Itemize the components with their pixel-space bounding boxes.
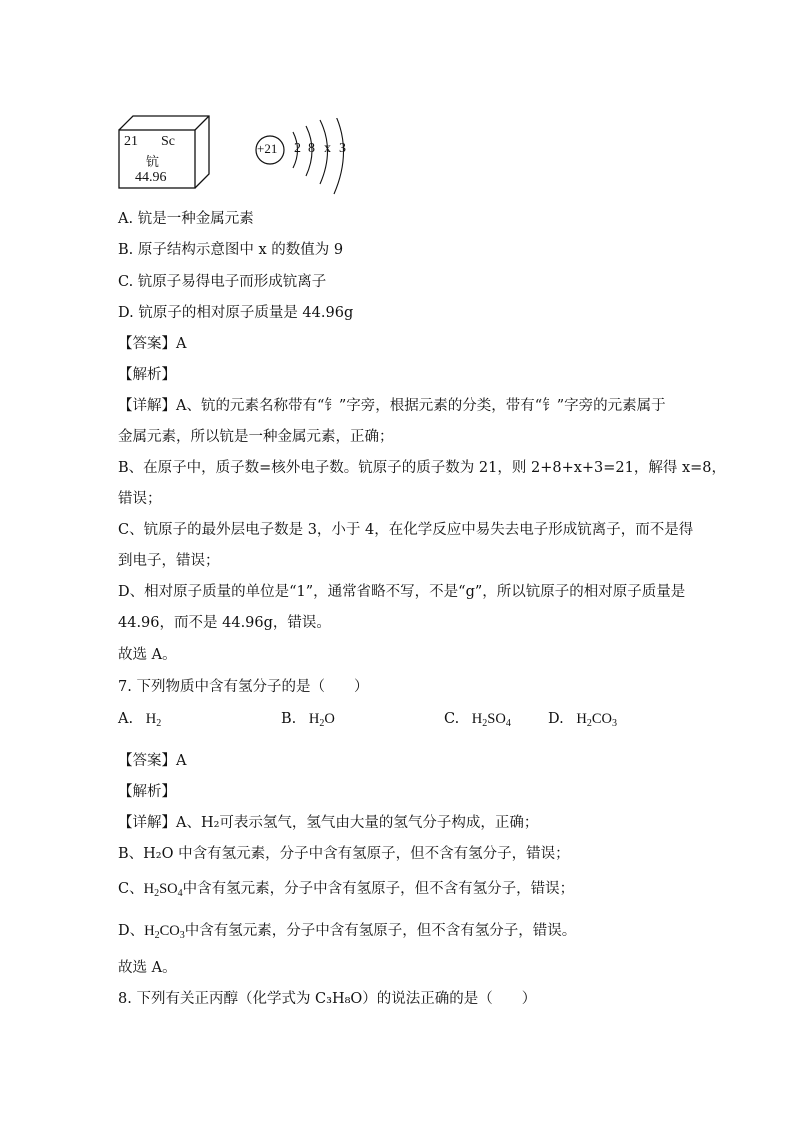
nucleus-charge: +21 (257, 141, 278, 156)
element-card (115, 114, 211, 192)
detail-line: 44.96，而不是 44.96g，错误。 (118, 615, 331, 631)
option-d: D. 钪原子的相对原子质量是 44.96g (118, 305, 354, 321)
detail-line: B、H₂O 中含有氢元素，分子中含有氢原子，但不含有氢分子，错误； (118, 846, 570, 862)
formula-h2co3: $H_2CO_3$ (576, 711, 617, 729)
detail-line: 【详解】A、H₂可表示氢气，氢气由大量的氢气分子构成，正确； (118, 815, 539, 831)
question-stem: 7. 下列物质中含有氢分子的是（ ） (118, 679, 369, 695)
question-stem: 8. 下列有关正丙醇（化学式为 C₃H₈O）的说法正确的是（ ） (118, 991, 537, 1007)
shell-3-count: x (324, 141, 331, 156)
option-a-label: A. (118, 711, 134, 727)
detail-line: 错误； (118, 491, 162, 507)
element-symbol: Sc (161, 134, 175, 149)
conclusion: 故选 A。 (118, 960, 177, 976)
formula-h2so4: $H_2SO_4$ (143, 881, 183, 899)
option-d-label: D. (548, 711, 564, 727)
option-a: A. 钪是一种金属元素 (118, 211, 254, 227)
formula-h2: $H_2$ (145, 711, 162, 729)
detail-text: 中含有氢元素，分子中含有氢原子，但不含有氢分子，错误。 (184, 923, 577, 939)
detail-line: D、相对原子质量的单位是“1”，通常省略不写，不是“g”，所以钪原子的相对原子质量是 (118, 584, 686, 600)
analysis-label: 【解析】 (118, 367, 176, 383)
element-name: 钪 (146, 155, 160, 170)
detail-line: C、钪原子的最外层电子数是 3，小于 4，在化学反应中易失去电子形成钪离子，而不是得 (118, 522, 694, 538)
formula-h2co3: $H_2CO_3$ (144, 923, 185, 941)
option-c-label: C. (444, 711, 460, 727)
formula-h2so4: $H_2SO_4$ (471, 711, 511, 729)
shell-2-count: 8 (308, 141, 315, 156)
option-d (548, 711, 617, 729)
detail-line (118, 877, 574, 899)
option-b (281, 711, 335, 729)
analysis-label: 【解析】 (118, 784, 176, 800)
option-b-label: B. (281, 711, 297, 727)
option-b: B. 原子结构示意图中 x 的数值为 9 (118, 242, 344, 258)
detail-line (118, 919, 576, 941)
atom-structure-diagram (250, 118, 360, 198)
atomic-mass: 44.96 (135, 170, 167, 185)
detail-line: 到电子，错误； (118, 553, 220, 569)
option-a (118, 711, 161, 729)
option-c (444, 711, 511, 729)
detail-text: 中含有氢元素，分子中含有氢原子，但不含有氢分子，错误； (182, 881, 575, 897)
detail-line: 【详解】A、钪的元素名称带有“钅”字旁，根据元素的分类，带有“钅”字旁的元素属于 (118, 398, 666, 414)
shell-4-count: 3 (339, 141, 346, 156)
atomic-number: 21 (124, 134, 138, 149)
answer-label: 【答案】A (118, 336, 187, 352)
detail-prefix: D、 (118, 923, 145, 939)
answer-label: 【答案】A (118, 753, 187, 769)
shell-1-count: 2 (294, 141, 301, 156)
option-c: C. 钪原子易得电子而形成钪离子 (118, 274, 327, 290)
detail-line: 金属元素，所以钪是一种金属元素，正确； (118, 429, 394, 445)
detail-line: B、在原子中，质子数=核外电子数。钪原子的质子数为 21，则 2+8+x+3=21，解得 x=8， (118, 460, 727, 476)
formula-h2o: $H_2O$ (308, 711, 335, 729)
detail-prefix: C、 (118, 881, 144, 897)
conclusion: 故选 A。 (118, 647, 177, 663)
